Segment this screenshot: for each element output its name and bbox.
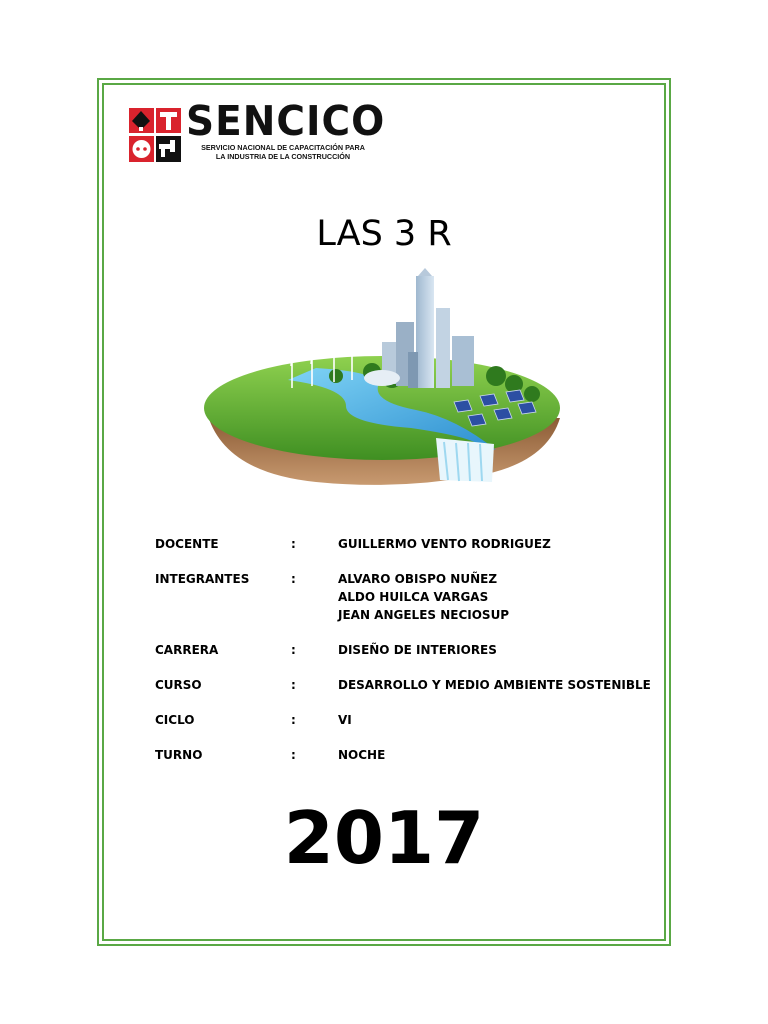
sencico-logo bbox=[128, 98, 386, 164]
info-row-turno bbox=[155, 747, 655, 765]
carrera-label: CARRERA bbox=[155, 642, 219, 657]
curso-label: CURSO bbox=[155, 678, 202, 693]
curso-value: DESARROLLO Y MEDIO AMBIENTE SOSTENIBLE bbox=[338, 678, 651, 693]
info-row-integrantes bbox=[155, 571, 655, 624]
ciclo-separator: : bbox=[291, 713, 296, 728]
logo-subtitle-line2: LA INDUSTRIA DE LA CONSTRUCCIÓN bbox=[215, 151, 351, 161]
carrera-values bbox=[338, 642, 655, 660]
docente-separator: : bbox=[291, 537, 296, 551]
ciclo-values bbox=[338, 712, 655, 730]
curso-values bbox=[338, 677, 655, 695]
info-row-ciclo bbox=[155, 712, 655, 730]
docente-value: GUILLERMO VENTO RODRIGUEZ bbox=[338, 537, 551, 551]
turno-values bbox=[338, 747, 655, 765]
carrera-separator: : bbox=[291, 642, 296, 657]
integrantes-label: INTEGRANTES bbox=[155, 572, 250, 587]
logo-subtitle bbox=[188, 144, 378, 161]
turno-value: NOCHE bbox=[338, 748, 386, 763]
curso-separator: : bbox=[291, 678, 296, 693]
ciclo-label: CICLO bbox=[155, 713, 195, 728]
turno-separator: : bbox=[291, 748, 296, 763]
logo-wordmark: SENCICO bbox=[186, 98, 386, 146]
carrera-value: DISEÑO DE INTERIORES bbox=[338, 642, 497, 657]
turno-label: TURNO bbox=[155, 748, 203, 763]
eco-city-island-icon bbox=[196, 268, 568, 490]
document-title: LAS 3 R bbox=[316, 214, 452, 254]
info-row-docente bbox=[155, 536, 655, 554]
ciclo-value: VI bbox=[338, 713, 352, 728]
integrante-3: JEAN ANGELES NECIOSUP bbox=[338, 607, 510, 622]
integrante-2: ALDO HUILCA VARGAS bbox=[338, 589, 489, 604]
integrantes-values bbox=[338, 571, 655, 624]
info-row-curso bbox=[155, 677, 655, 695]
info-row-carrera bbox=[155, 642, 655, 660]
document-year: 2017 bbox=[283, 796, 485, 880]
docente-values bbox=[338, 536, 655, 554]
docente-label: DOCENTE bbox=[155, 537, 219, 551]
integrantes-separator: : bbox=[291, 572, 296, 587]
document-info bbox=[155, 536, 655, 783]
integrante-1: ALVARO OBISPO NUÑEZ bbox=[338, 572, 498, 587]
logo-subtitle-line1: SERVICIO NACIONAL DE CAPACITACIÓN PARA bbox=[201, 143, 365, 152]
sencico-emblem-icon bbox=[128, 106, 184, 164]
